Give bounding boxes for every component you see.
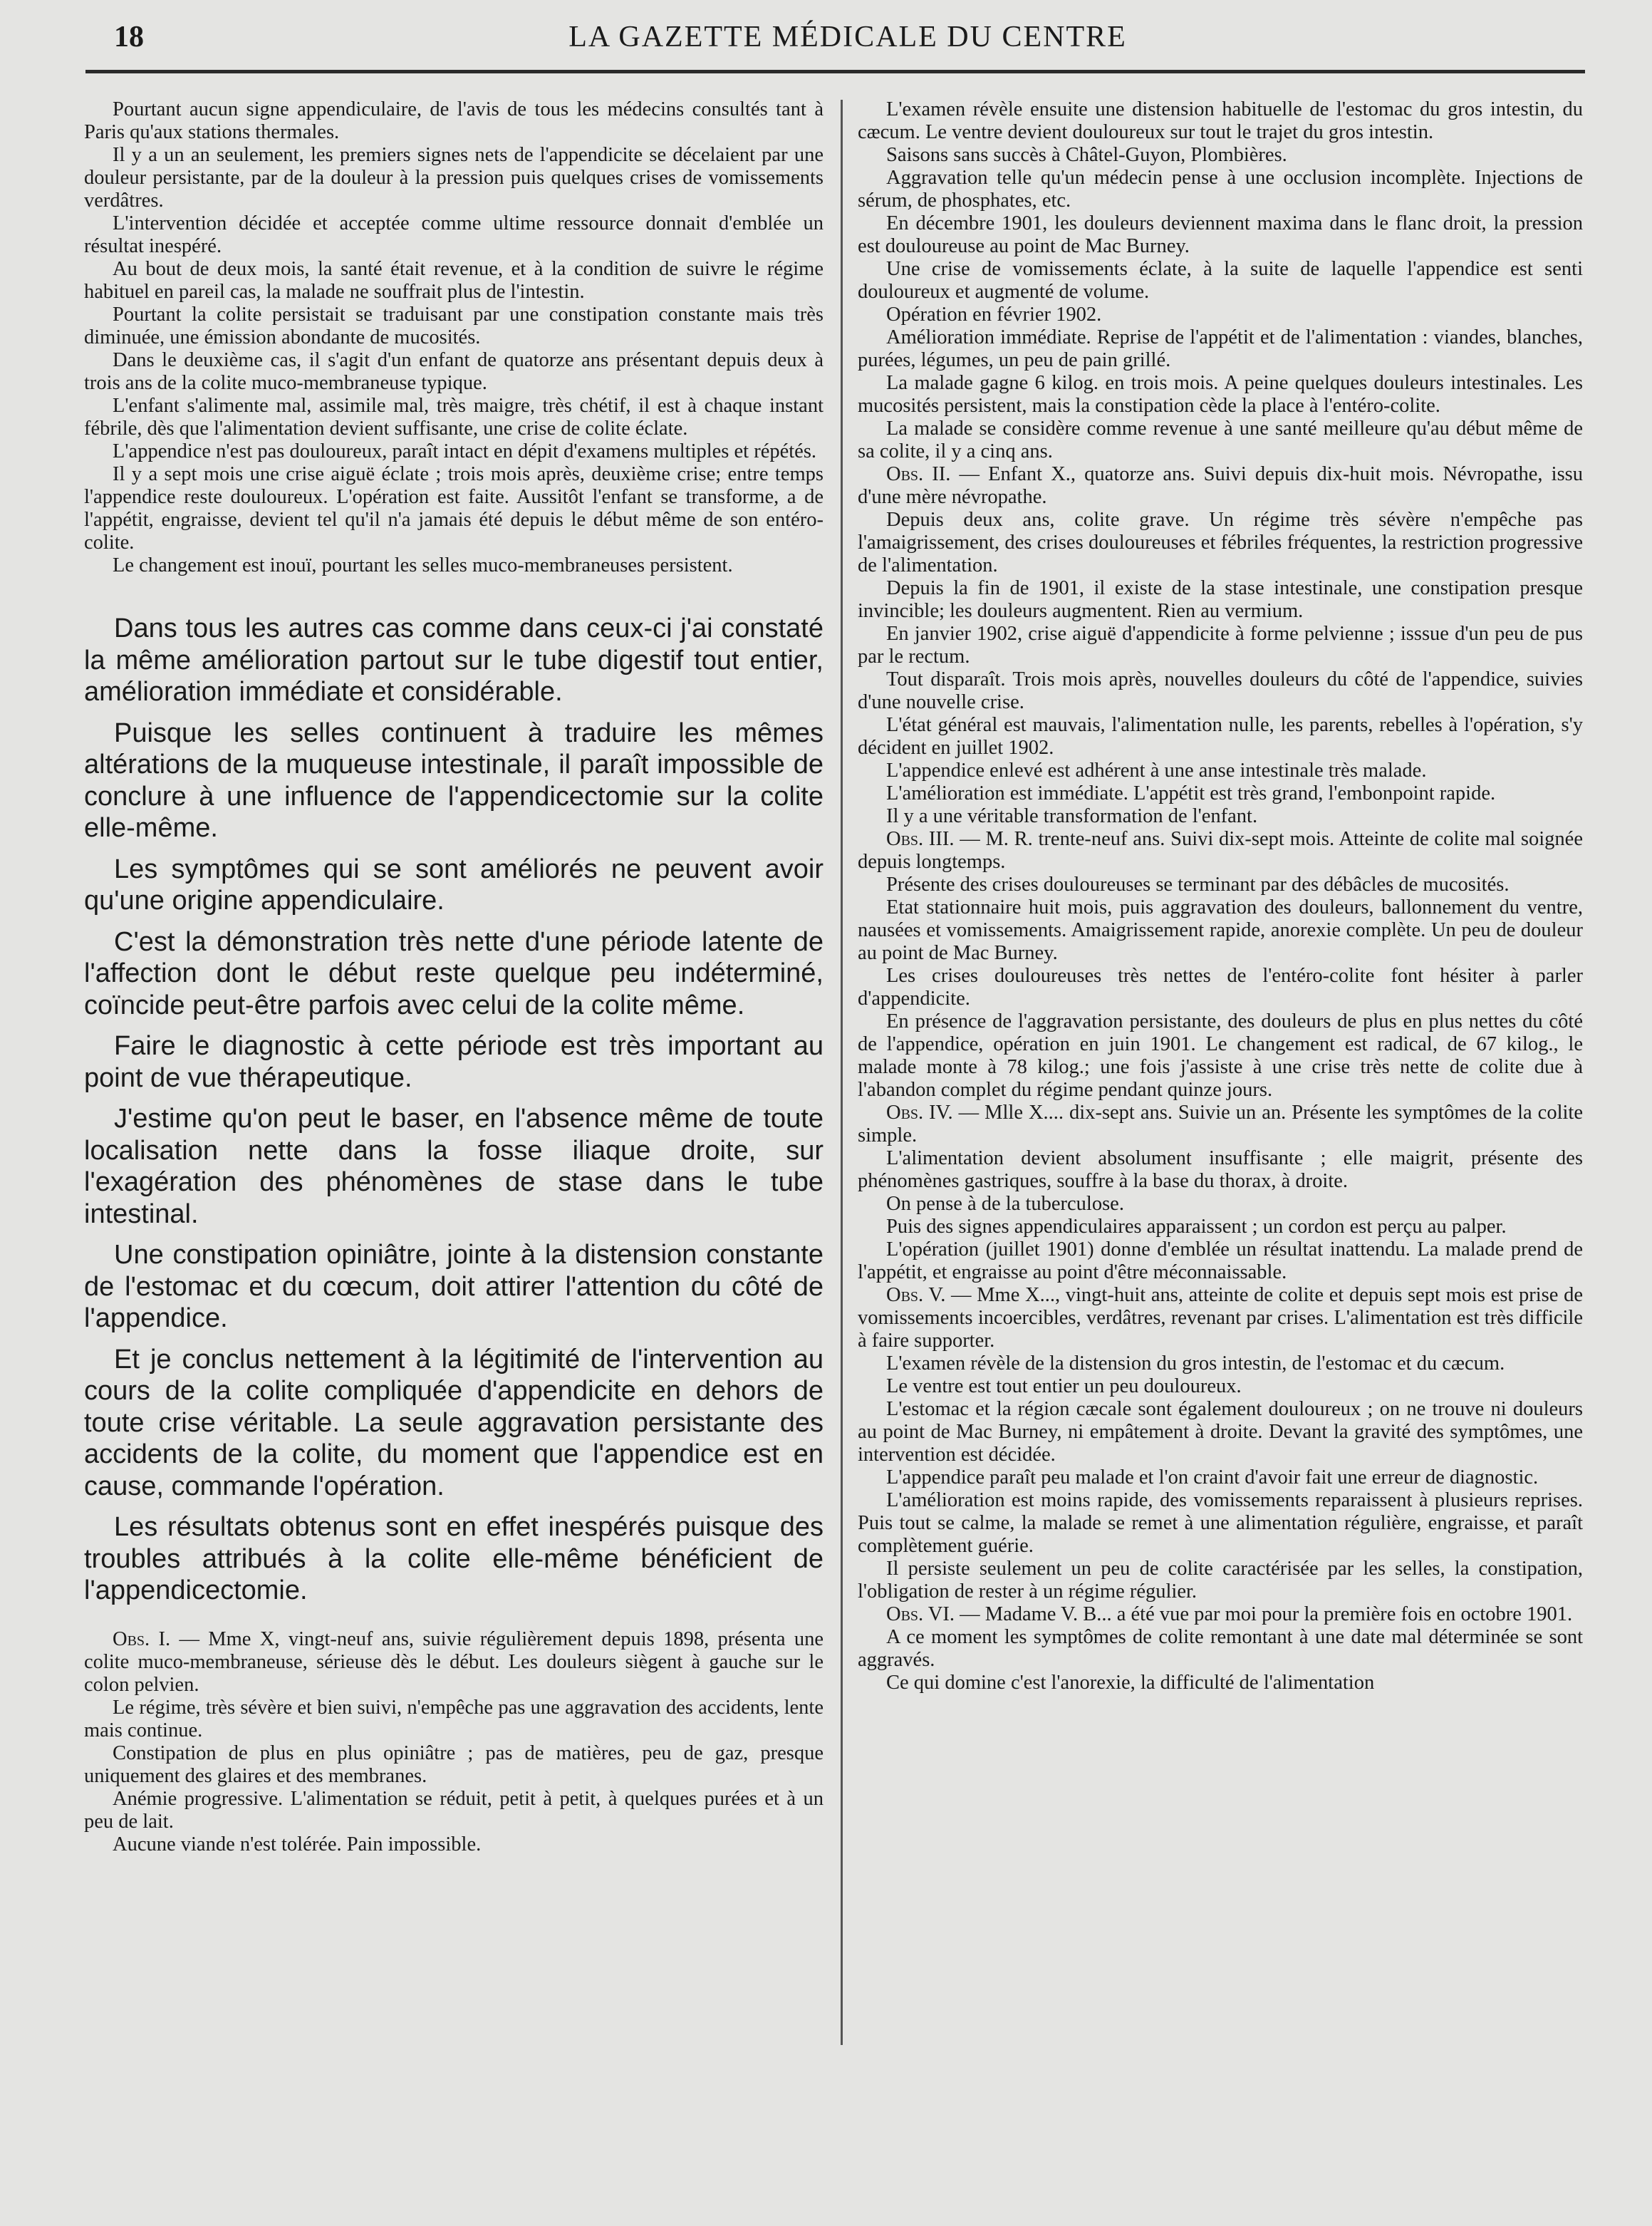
- paragraph: Dans le deuxième cas, il s'agit d'un enfant de quatorze ans présentant depuis deux à trois ans de la colite muco-membraneuse typique.: [84, 349, 824, 394]
- running-head: [114, 20, 1581, 63]
- paragraph: Faire le diagnostic à cette période est très important au point de vue thérapeutique.: [84, 1031, 824, 1093]
- paragraph: Aucune viande n'est tolérée. Pain impossible.: [113, 1833, 482, 1855]
- paragraph: Présente des crises douloureuses se terminant par des débâcles de mucosités.: [886, 874, 1510, 896]
- paragraph: L'appendice n'est pas douloureux, paraît intact en dépit d'examens multiples et répétés.: [113, 440, 817, 462]
- page-number: 18: [114, 21, 144, 53]
- paragraph: Il y a sept mois une crise aiguë éclate ; trois mois après, deuxième crise; entre temps l'appendice reste douloureux. L'opération est faite. Aussitôt l'enfant se transforme, a de l'appétit, engraisse, devient tel qu'il n'a jamais été depuis le début même de son entéro-colite.: [84, 463, 824, 554]
- paragraph: Constipation de plus en plus opiniâtre ; pas de matières, peu de gaz, presque uniquement des glaires et des membranes.: [84, 1741, 824, 1787]
- paragraph: La malade se considère comme revenue à une santé meilleure qu'au début même de sa colite, il y a cinq ans.: [858, 418, 1583, 462]
- paragraph: Les résultats obtenus sont en effet inespérés puisque des troubles attribués à la colite elle-même bénéficient de l'appendicectomie.: [84, 1512, 824, 1605]
- paragraph: On pense à de la tuberculose.: [886, 1193, 1124, 1215]
- observation-label: Obs. II.: [886, 463, 951, 485]
- paragraph: Les symptômes qui se sont améliorés ne peuvent avoir qu'une origine appendiculaire.: [84, 854, 824, 916]
- observation-text: — Mme X, vingt-neuf ans, suivie régulièrement depuis 1898, présenta une colite muco-membraneuse, sérieuse dès le début. Les douleurs siègent à gauche sur le colon pelvien.: [84, 1627, 824, 1696]
- paragraph: L'amélioration est immédiate. L'appétit est très grand, l'embonpoint rapide.: [886, 782, 1496, 804]
- paragraph: Ce qui domine c'est l'anorexie, la difficulté de l'alimentation: [886, 1672, 1375, 1694]
- paragraph: J'estime qu'on peut le baser, en l'absence même de toute localisation nette dans la fosse iliaque droite, sur l'exagération des phénomènes de stase dans le tube intestinal.: [84, 1104, 824, 1229]
- observation-text: — Madame V. B... a été vue par moi pour la première fois en octobre 1901.: [954, 1603, 1573, 1625]
- observation-label: Obs. IV.: [886, 1102, 953, 1124]
- paragraph: Puis des signes appendiculaires apparaissent ; un cordon est perçu au palper.: [886, 1216, 1507, 1238]
- paragraph: L'estomac et la région cæcale sont également douloureux ; on ne trouve ni douleurs au point de Mac Burney, ni empâtement à droite. Devant la gravité des symptômes, une intervention est décidée.: [858, 1398, 1583, 1466]
- observation-heading: [858, 828, 1583, 874]
- observation-heading: [858, 1284, 1583, 1352]
- observation-label: Obs. III.: [886, 828, 955, 850]
- observation-heading: [858, 463, 1583, 509]
- paragraph: La malade gagne 6 kilog. en trois mois. A peine quelques douleurs intestinales. Les mucosités persistent, mais la constipation cède la place à l'entéro-colite.: [858, 372, 1583, 417]
- paragraph: En janvier 1902, crise aiguë d'appendicite à forme pelvienne ; isssue d'un peu de pus par le rectum.: [858, 623, 1583, 668]
- paragraph: Pourtant aucun signe appendiculaire, de l'avis de tous les médecins consultés tant à Paris qu'aux stations thermales.: [84, 98, 824, 143]
- paragraph: L'examen révèle de la distension du gros intestin, de l'estomac et du cæcum.: [886, 1352, 1505, 1375]
- paragraph: Le changement est inouï, pourtant les selles muco-membraneuses persistent.: [113, 554, 733, 576]
- paragraph: L'examen révèle ensuite une distension habituelle de l'estomac du gros intestin, du cæcum. Le ventre devient douloureux sur tout le trajet du gros intestin.: [858, 98, 1583, 143]
- observation-text: — Mlle X.... dix-sept ans. Suivie un an. Présente les symptômes de la colite simple.: [858, 1102, 1583, 1146]
- paragraph: L'appendice enlevé est adhérent à une anse intestinale très malade.: [886, 760, 1427, 782]
- observation-text: — Mme X..., vingt-huit ans, atteinte de colite et depuis sept mois est prise de vomissements incoercibles, verdâtres, revenant par crises. L'alimentation est très difficile à faire supporter.: [858, 1284, 1583, 1352]
- observation-heading: [858, 1603, 1583, 1626]
- observation-label: Obs. I.: [113, 1627, 171, 1650]
- observation-label: Obs. VI.: [886, 1603, 955, 1625]
- conclusion-section: [84, 613, 824, 1607]
- paragraph: Amélioration immédiate. Reprise de l'appétit et de l'alimentation : viandes, blanches, purées, légumes, un peu de pain grillé.: [858, 326, 1583, 371]
- paragraph: Les crises douloureuses très nettes de l'entéro-colite font hésiter à parler d'appendicite.: [858, 965, 1583, 1010]
- left-small-text: [84, 98, 824, 577]
- paragraph: C'est la démonstration très nette d'une période latente de l'affection dont le début reste quelque peu indéterminé, coïncide peut-être parfois avec celui de la colite même.: [84, 926, 824, 1020]
- paragraph: En décembre 1901, les douleurs deviennent maxima dans le flanc droit, la pression est douloureuse au point de Mac Burney.: [858, 212, 1583, 257]
- paragraph: L'enfant s'alimente mal, assimile mal, très maigre, très chétif, il est à chaque instant fébrile, dès que l'alimentation devient suffisante, une crise de colite éclate.: [84, 395, 824, 440]
- paragraph: Il y a une véritable transformation de l'enfant.: [886, 805, 1258, 827]
- observation-text: — Enfant X., quatorze ans. Suivi depuis dix-huit mois. Névropathe, issu d'une mère névropathe.: [858, 463, 1583, 508]
- paragraph: Une crise de vomissements éclate, à la suite de laquelle l'appendice est senti douloureux et augmenté de volume.: [858, 258, 1583, 303]
- column-divider: [841, 100, 843, 2045]
- paragraph: Opération en février 1902.: [886, 304, 1102, 326]
- paragraph: L'opération (juillet 1901) donne d'emblée un résultat inattendu. La malade prend de l'appétit, et engraisse au point d'être méconnaissable.: [858, 1238, 1583, 1283]
- paragraph: Il persiste seulement un peu de colite caractérisée par les selles, la constipation, l'obligation de rester à un régime régulier.: [858, 1558, 1583, 1603]
- paragraph: Tout disparaît. Trois mois après, nouvelles douleurs du côté de l'appendice, suivies d'une nouvelle crise.: [858, 668, 1583, 713]
- paragraph: L'intervention décidée et acceptée comme ultime ressource donnait d'emblée un résultat inespéré.: [84, 212, 824, 257]
- paragraph: L'alimentation devient absolument insuffisante ; elle maigrit, présente des phénomènes gastriques, souffre à la base du thorax, à droite.: [858, 1147, 1583, 1192]
- paragraph: Depuis la fin de 1901, il existe de la stase intestinale, une constipation presque invincible; les douleurs augmentent. Rien au vermium.: [858, 577, 1583, 622]
- right-column: [858, 98, 1583, 1694]
- header-rule: [85, 70, 1585, 73]
- paragraph: L'amélioration est moins rapide, des vomissements reparaissent à plusieurs reprises. Puis tout se calme, la malade se remet à une alimentation régulière, engraisse, et paraît complètement guérie.: [858, 1489, 1583, 1557]
- paragraph: Saisons sans succès à Châtel-Guyon, Plombières.: [886, 144, 1287, 166]
- paragraph: Pourtant la colite persistait se traduisant par une constipation constante mais très diminuée, une émission abondante de mucosités.: [84, 304, 824, 348]
- observation-heading: [84, 1628, 824, 1697]
- paragraph: Depuis deux ans, colite grave. Un régime très sévère n'empêche pas l'amaigrissement, des crises douloureuses et fébriles fréquentes, la restriction progressive de l'alimentation.: [858, 509, 1583, 576]
- paragraph: L'appendice paraît peu malade et l'on craint d'avoir fait une erreur de diagnostic.: [886, 1466, 1539, 1489]
- paragraph: Et je conclus nettement à la légitimité de l'intervention au cours de la colite compliquée d'appendicite en dehors de toute crise véritable. La seule aggravation persistante des accidents de la colite, du moment que l'appendice est en cause, commande l'opération.: [84, 1344, 824, 1501]
- paragraph: Une constipation opiniâtre, jointe à la distension constante de l'estomac et du cœcum, doit attirer l'attention du côté de l'appendice.: [84, 1240, 824, 1333]
- paragraph: Le ventre est tout entier un peu douloureux.: [886, 1375, 1242, 1397]
- paragraph: Dans tous les autres cas comme dans ceux-ci j'ai constaté la même amélioration partout sur le tube digestif tout entier, amélioration immédiate et considérable.: [84, 614, 824, 707]
- observation-1: [84, 1628, 824, 1856]
- paragraph: Le régime, très sévère et bien suivi, n'empêche pas une aggravation des accidents, lente mais continue.: [84, 1696, 824, 1741]
- observation-label: Obs. V.: [886, 1284, 946, 1306]
- observation-text: — M. R. trente-neuf ans. Suivi dix-sept mois. Atteinte de colite mal soignée depuis longtemps.: [858, 828, 1583, 873]
- paragraph: En présence de l'aggravation persistante, des douleurs de plus en plus nettes du côté de l'appendice, opération en juin 1901. Le changement est radical, de 67 kilog., le malade monte à 78 kilog.; une fois j'assiste à une crise très nette de colite due à l'abandon complet du régime pendant quinze jours.: [858, 1010, 1583, 1101]
- left-column: [84, 98, 824, 1856]
- journal-title: LA GAZETTE MÉDICALE DU CENTRE: [568, 21, 1127, 53]
- paragraph: Au bout de deux mois, la santé était revenue, et à la condition de suivre le régime habituel en pareil cas, la malade ne souffrait plus de l'intestin.: [84, 258, 824, 303]
- observation-heading: [858, 1102, 1583, 1147]
- paragraph: L'état général est mauvais, l'alimentation nulle, les parents, rebelles à l'opération, s'y décident en juillet 1902.: [858, 714, 1583, 759]
- paragraph: Anémie progressive. L'alimentation se réduit, petit à petit, à quelques purées et à un peu de lait.: [84, 1787, 824, 1833]
- paragraph: Aggravation telle qu'un médecin pense à une occlusion incomplète. Injections de sérum, de phosphates, etc.: [858, 167, 1583, 212]
- paragraph: Puisque les selles continuent à traduire les mêmes altérations de la muqueuse intestinale, il paraît impossible de conclure à une influence de l'appendicectomie sur la colite elle-même.: [84, 718, 824, 843]
- paragraph: Etat stationnaire huit mois, puis aggravation des douleurs, ballonnement du ventre, nausées et vomissements. Amaigrissement rapide, anorexie complète. Un peu de douleur au point de Mac Burney.: [858, 896, 1583, 964]
- paragraph: A ce moment les symptômes de colite remontant à une date mal déterminée se sont aggravés.: [858, 1626, 1583, 1671]
- paragraph: Il y a un an seulement, les premiers signes nets de l'appendicite se décelaient par une douleur persistante, par de la douleur à la pression puis quelques crises de vomissements verdâtres.: [84, 144, 824, 212]
